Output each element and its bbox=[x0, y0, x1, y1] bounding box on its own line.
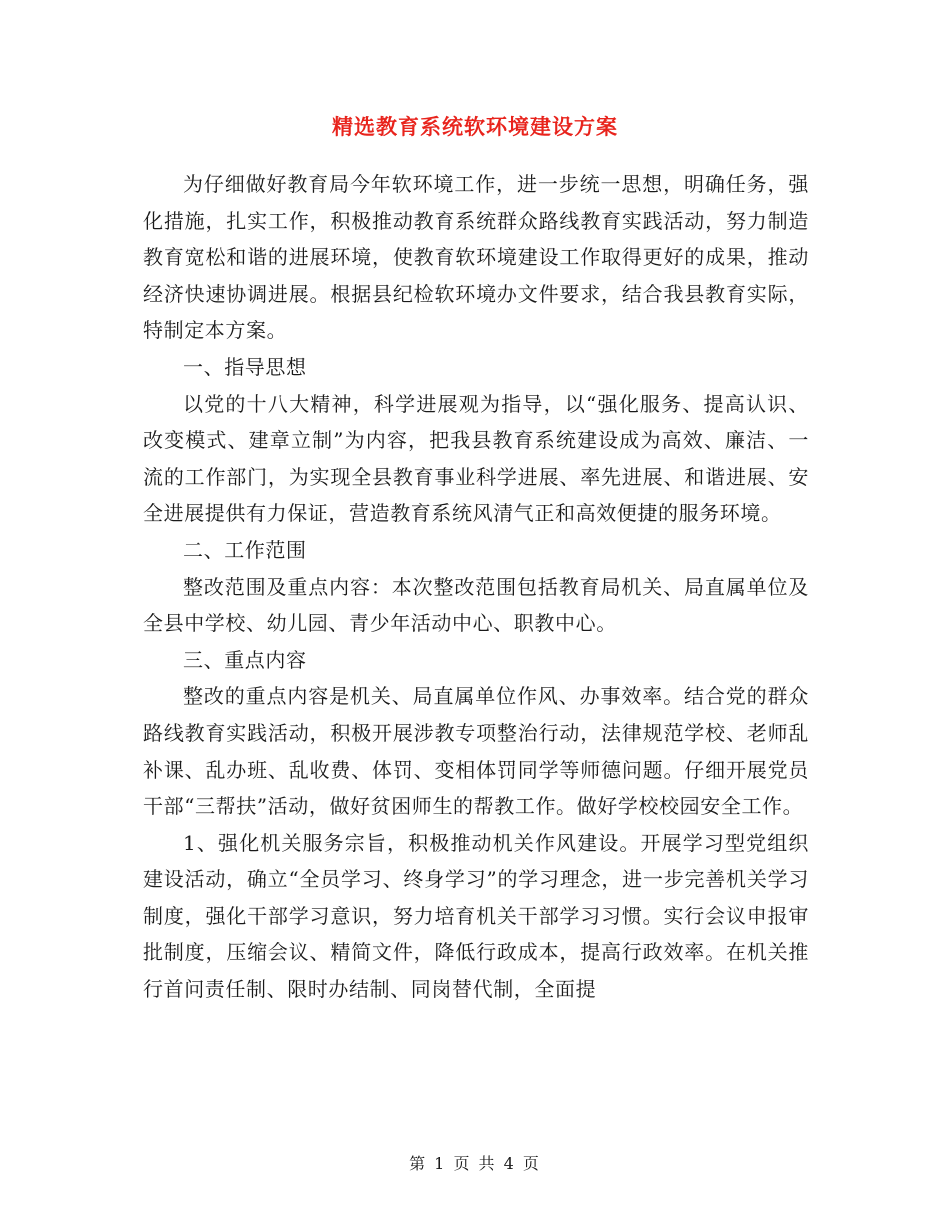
paragraph-guiding-thought: 以党的十八大精神，科学进展观为指导，以“强化服务、提高认识、改变模式、建章立制”为内容，把我县教育系统建设成为高效、廉洁、一流的工作部门，为实现全县教育事业科学进展、率先进展、和谐进展、安全进展提供有力保证，营造教育系统风清气正和高效便捷的服务环境。 bbox=[143, 391, 809, 526]
heading-guiding-thought: 一、指导思想 bbox=[183, 354, 307, 379]
page-number-footer: 第 1 页 共 4 页 bbox=[409, 1154, 541, 1173]
paragraph-item-1: 1、强化机关服务宗旨，积极推动机关作风建设。开展学习型党组织建设活动，确立“全员学习、终身学习”的学习理念，进一步完善机关学习制度，强化干部学习意识，努力培育机关干部学习习惯。实行会议申报审批制度，压缩会议、精简文件，降低行政成本，提高行政效率。在机关推行首问责任制、限时办结制、同岗替代制，全面提 bbox=[143, 830, 809, 1002]
document-title: 精选教育系统软环境建设方案 bbox=[332, 114, 618, 139]
heading-key-content: 三、重点内容 bbox=[183, 647, 307, 672]
heading-work-scope: 二、工作范围 bbox=[183, 537, 307, 562]
document-body bbox=[143, 166, 809, 1008]
paragraph-intro: 为仔细做好教育局今年软环境工作，进一步统一思想，明确任务，强化措施，扎实工作，积极推动教育系统群众路线教育实践活动，努力制造教育宽松和谐的进展环境，使教育软环境建设工作取得更好的成果，推动经济快速协调进展。根据县纪检软环境办文件要求，结合我县教育实际，特制定本方案。 bbox=[143, 172, 809, 343]
paragraph-key-content: 整改的重点内容是机关、局直属单位作风、办事效率。结合党的群众路线教育实践活动，积极开展涉教专项整治行动，法律规范学校、老师乱补课、乱办班、乱收费、体罚、变相体罚同学等师德问题。仔细开展党员干部“三帮扶”活动，做好贫困师生的帮教工作。做好学校校园安全工作。 bbox=[143, 684, 809, 819]
paragraph-work-scope: 整改范围及重点内容：本次整改范围包括教育局机关、局直属单位及全县中学校、幼儿园、青少年活动中心、职教中心。 bbox=[143, 574, 809, 636]
